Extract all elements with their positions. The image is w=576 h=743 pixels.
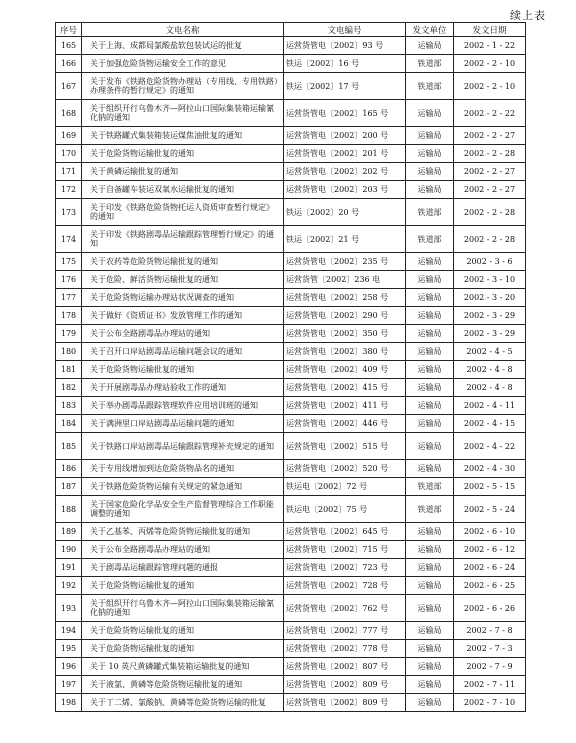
- row-unit: 运输局: [406, 577, 454, 595]
- table-row: [56, 37, 526, 55]
- row-number: 179: [56, 325, 82, 343]
- document-index-table: [55, 22, 526, 712]
- table-row: [56, 73, 526, 100]
- row-code: 运营货管电〔2002〕409 号: [284, 361, 406, 379]
- table-row: [56, 253, 526, 271]
- row-title: 关于组织开行乌鲁木齐—阿拉山口国际集装箱运输氰化钠的通知: [82, 595, 284, 622]
- table-row: [56, 415, 526, 433]
- row-title: 关于乙基苯、丙烯等危险货物运输批复的通知: [82, 523, 284, 541]
- row-unit: 铁道部: [406, 496, 454, 523]
- row-date: 2002 - 7 - 8: [454, 622, 526, 640]
- row-number: 169: [56, 127, 82, 145]
- row-unit: 运输局: [406, 397, 454, 415]
- row-unit: 运输局: [406, 433, 454, 460]
- row-date: 2002 - 2 - 28: [454, 145, 526, 163]
- row-code: 运营货管电〔2002〕380 号: [284, 343, 406, 361]
- row-title: 关于铁路口岸站剧毒品运输跟踪管理补充规定的通知: [82, 433, 284, 460]
- row-date: 2002 - 7 - 9: [454, 658, 526, 676]
- row-code: 运营货管电〔2002〕203 号: [284, 181, 406, 199]
- table-row: [56, 325, 526, 343]
- row-date: 2002 - 6 - 26: [454, 595, 526, 622]
- row-unit: 运输局: [406, 622, 454, 640]
- table-row: [56, 361, 526, 379]
- row-unit: 运输局: [406, 325, 454, 343]
- row-date: 2002 - 2 - 10: [454, 73, 526, 100]
- row-number: 196: [56, 658, 82, 676]
- row-code: 运营货管电〔2002〕645 号: [284, 523, 406, 541]
- table-row: [56, 100, 526, 127]
- row-number: 167: [56, 73, 82, 100]
- row-number: 197: [56, 676, 82, 694]
- row-date: 2002 - 3 - 6: [454, 253, 526, 271]
- row-number: 190: [56, 541, 82, 559]
- row-title: 关于公布全路剧毒品办理站的通知: [82, 325, 284, 343]
- row-unit: 铁道部: [406, 73, 454, 100]
- row-code: 运营货管电〔2002〕809 号: [284, 694, 406, 712]
- row-date: 2002 - 2 - 27: [454, 127, 526, 145]
- table-row: [56, 658, 526, 676]
- row-code: 运营货管电〔2002〕202 号: [284, 163, 406, 181]
- row-code: 运营货管电〔2002〕258 号: [284, 289, 406, 307]
- row-unit: 运输局: [406, 595, 454, 622]
- row-unit: 铁道部: [406, 55, 454, 73]
- row-title: 关于剧毒品运输跟踪管理问题的通报: [82, 559, 284, 577]
- row-code: 运营货管电〔2002〕777 号: [284, 622, 406, 640]
- row-title: 关于铁路危险货物运输有关规定的紧急通知: [82, 478, 284, 496]
- row-title: 关于 10 英尺黄磷罐式集装箱运输批复的通知: [82, 658, 284, 676]
- row-code: 运营货管电〔2002〕809 号: [284, 676, 406, 694]
- row-date: 2002 - 4 - 15: [454, 415, 526, 433]
- row-number: 165: [56, 37, 82, 55]
- row-number: 176: [56, 271, 82, 289]
- table-row: [56, 226, 526, 253]
- row-code: 运营货管电〔2002〕201 号: [284, 145, 406, 163]
- row-number: 180: [56, 343, 82, 361]
- row-date: 2002 - 2 - 27: [454, 181, 526, 199]
- row-date: 2002 - 7 - 10: [454, 694, 526, 712]
- row-unit: 运输局: [406, 379, 454, 397]
- row-unit: 铁道部: [406, 226, 454, 253]
- row-code: 运营货管〔2002〕236 电: [284, 271, 406, 289]
- table-row: [56, 181, 526, 199]
- row-date: 2002 - 6 - 10: [454, 523, 526, 541]
- row-title: 关于上海、成都局氯酸盐软包装试运的批复: [82, 37, 284, 55]
- row-date: 2002 - 3 - 10: [454, 271, 526, 289]
- row-title: 关于印发《铁路危险货物托运人资质审查暂行规定》的通知: [82, 199, 284, 226]
- header-number: 序号: [56, 23, 82, 37]
- row-date: 2002 - 3 - 29: [454, 307, 526, 325]
- row-code: 运营货管电〔2002〕200 号: [284, 127, 406, 145]
- row-title: 关于召开口岸站剧毒品运输问题会议的通知: [82, 343, 284, 361]
- row-title: 关于举办剧毒品跟踪管理软件应用培训班的通知: [82, 397, 284, 415]
- row-date: 2002 - 4 - 22: [454, 433, 526, 460]
- row-number: 173: [56, 199, 82, 226]
- row-unit: 运输局: [406, 100, 454, 127]
- row-number: 186: [56, 460, 82, 478]
- row-number: 195: [56, 640, 82, 658]
- row-code: 运营货管电〔2002〕728 号: [284, 577, 406, 595]
- row-unit: 运输局: [406, 658, 454, 676]
- row-title: 关于满洲里口岸站剧毒品运输问题的通知: [82, 415, 284, 433]
- table-row: [56, 307, 526, 325]
- row-number: 191: [56, 559, 82, 577]
- row-code: 运营货管电〔2002〕446 号: [284, 415, 406, 433]
- row-title: 关于危险货物运输批复的通知: [82, 145, 284, 163]
- row-number: 166: [56, 55, 82, 73]
- table-row: [56, 397, 526, 415]
- row-unit: 运输局: [406, 127, 454, 145]
- row-unit: 运输局: [406, 343, 454, 361]
- row-date: 2002 - 5 - 24: [454, 496, 526, 523]
- row-title: 关于危险货物运输办理站状况调查的通知: [82, 289, 284, 307]
- row-code: 运营货管电〔2002〕807 号: [284, 658, 406, 676]
- row-title: 关于危险货物运输批复的通知: [82, 622, 284, 640]
- row-number: 189: [56, 523, 82, 541]
- row-code: 运营货管电〔2002〕520 号: [284, 460, 406, 478]
- row-unit: 运输局: [406, 640, 454, 658]
- row-number: 188: [56, 496, 82, 523]
- row-date: 2002 - 2 - 10: [454, 55, 526, 73]
- row-unit: 运输局: [406, 289, 454, 307]
- table-row: [56, 559, 526, 577]
- table-row: [56, 145, 526, 163]
- row-unit: 运输局: [406, 361, 454, 379]
- table-row: [56, 541, 526, 559]
- row-title: 关于开展剧毒品办理站验收工作的通知: [82, 379, 284, 397]
- row-date: 2002 - 2 - 22: [454, 100, 526, 127]
- row-unit: 运输局: [406, 523, 454, 541]
- row-date: 2002 - 3 - 20: [454, 289, 526, 307]
- row-unit: 运输局: [406, 559, 454, 577]
- row-title: 关于黄磷运输批复的通知: [82, 163, 284, 181]
- row-date: 2002 - 4 - 30: [454, 460, 526, 478]
- row-title: 关于危险货物运输批复的通知: [82, 577, 284, 595]
- row-number: 194: [56, 622, 82, 640]
- row-title: 关于公布全路剧毒品办理站的通知: [82, 541, 284, 559]
- table-row: [56, 523, 526, 541]
- row-unit: 运输局: [406, 676, 454, 694]
- row-unit: 运输局: [406, 694, 454, 712]
- table-row: [56, 622, 526, 640]
- row-title: 关于液氯、黄磷等危险货物运输批复的通知: [82, 676, 284, 694]
- row-code: 铁运〔2002〕16 号: [284, 55, 406, 73]
- row-number: 170: [56, 145, 82, 163]
- row-date: 2002 - 7 - 3: [454, 640, 526, 658]
- row-date: 2002 - 4 - 11: [454, 397, 526, 415]
- row-unit: 运输局: [406, 145, 454, 163]
- row-title: 关于危险货物运输批复的通知: [82, 640, 284, 658]
- row-unit: 运输局: [406, 460, 454, 478]
- row-number: 185: [56, 433, 82, 460]
- row-number: 193: [56, 595, 82, 622]
- row-unit: 运输局: [406, 181, 454, 199]
- table-row: [56, 163, 526, 181]
- row-code: 铁运电〔2002〕75 号: [284, 496, 406, 523]
- row-title: 关于专用线增加到达危险货物品名的通知: [82, 460, 284, 478]
- row-number: 181: [56, 361, 82, 379]
- row-date: 2002 - 4 - 5: [454, 343, 526, 361]
- row-code: 铁运〔2002〕21 号: [284, 226, 406, 253]
- header-code: 文电编号: [284, 23, 406, 37]
- row-title: 关于危险、鲜活货物运输批复的通知: [82, 271, 284, 289]
- row-title: 关于农药等危险货物运输批复的通知: [82, 253, 284, 271]
- row-title: 关于国家危险化学品安全生产监督管理综合工作职能调整的通知: [82, 496, 284, 523]
- row-title: 关于自备罐车装运双氧水运输批复的通知: [82, 181, 284, 199]
- row-number: 172: [56, 181, 82, 199]
- row-number: 182: [56, 379, 82, 397]
- row-unit: 运输局: [406, 415, 454, 433]
- row-code: 铁运〔2002〕17 号: [284, 73, 406, 100]
- row-code: 运营货管电〔2002〕762 号: [284, 595, 406, 622]
- table-row: [56, 478, 526, 496]
- row-date: 2002 - 3 - 29: [454, 325, 526, 343]
- table-row: [56, 55, 526, 73]
- row-date: 2002 - 6 - 25: [454, 577, 526, 595]
- row-code: 运营货管电〔2002〕350 号: [284, 325, 406, 343]
- row-title: 关于加强危险货物运输安全工作的意见: [82, 55, 284, 73]
- table-row: [56, 595, 526, 622]
- row-number: 183: [56, 397, 82, 415]
- table-row: [56, 577, 526, 595]
- header-row: [56, 23, 526, 37]
- header-title: 文电名称: [82, 23, 284, 37]
- row-title: 关于组织开行乌鲁木齐—阿拉山口国际集装箱运输氰化钠的通知: [82, 100, 284, 127]
- row-number: 168: [56, 100, 82, 127]
- row-date: 2002 - 4 - 8: [454, 379, 526, 397]
- row-code: 运营货管电〔2002〕411 号: [284, 397, 406, 415]
- table-row: [56, 379, 526, 397]
- row-date: 2002 - 7 - 11: [454, 676, 526, 694]
- row-number: 178: [56, 307, 82, 325]
- table-row: [56, 127, 526, 145]
- table-header: [56, 23, 526, 37]
- row-unit: 运输局: [406, 163, 454, 181]
- table-body: [56, 37, 526, 712]
- table-row: [56, 640, 526, 658]
- row-code: 运营货管电〔2002〕93 号: [284, 37, 406, 55]
- row-date: 2002 - 2 - 28: [454, 226, 526, 253]
- row-code: 运营货管电〔2002〕235 号: [284, 253, 406, 271]
- row-code: 运营货管电〔2002〕165 号: [284, 100, 406, 127]
- row-date: 2002 - 1 - 22: [454, 37, 526, 55]
- row-number: 187: [56, 478, 82, 496]
- row-number: 192: [56, 577, 82, 595]
- row-date: 2002 - 6 - 12: [454, 541, 526, 559]
- row-date: 2002 - 4 - 8: [454, 361, 526, 379]
- table-row: [56, 199, 526, 226]
- row-title: 关于危险货物运输批复的通知: [82, 361, 284, 379]
- table-row: [56, 496, 526, 523]
- row-date: 2002 - 2 - 28: [454, 199, 526, 226]
- row-title: 关于做好《资质证书》发放管理工作的通知: [82, 307, 284, 325]
- continued-label: 续上表: [510, 9, 546, 22]
- table-row: [56, 694, 526, 712]
- row-number: 184: [56, 415, 82, 433]
- header-unit: 发文单位: [406, 23, 454, 37]
- row-number: 177: [56, 289, 82, 307]
- row-date: 2002 - 2 - 27: [454, 163, 526, 181]
- row-code: 铁运电〔2002〕72 号: [284, 478, 406, 496]
- row-code: 运营货管电〔2002〕715 号: [284, 541, 406, 559]
- row-number: 171: [56, 163, 82, 181]
- row-code: 运营货管电〔2002〕723 号: [284, 559, 406, 577]
- table-row: [56, 433, 526, 460]
- row-date: 2002 - 6 - 24: [454, 559, 526, 577]
- row-date: 2002 - 5 - 15: [454, 478, 526, 496]
- row-unit: 运输局: [406, 271, 454, 289]
- table-row: [56, 271, 526, 289]
- row-code: 运营货管电〔2002〕290 号: [284, 307, 406, 325]
- row-title: 关于发布《铁路危险货物办理站（专用线、专用铁路）办理条件的暂行规定》的通知: [82, 73, 284, 100]
- row-unit: 运输局: [406, 37, 454, 55]
- row-title: 关于印发《铁路剧毒品运输跟踪管理暂行规定》的通知: [82, 226, 284, 253]
- row-code: 运营货管电〔2002〕415 号: [284, 379, 406, 397]
- row-unit: 运输局: [406, 307, 454, 325]
- table-row: [56, 289, 526, 307]
- row-unit: 铁道部: [406, 478, 454, 496]
- row-number: 175: [56, 253, 82, 271]
- row-code: 运营货管电〔2002〕515 号: [284, 433, 406, 460]
- header-date: 发文日期: [454, 23, 526, 37]
- row-number: 174: [56, 226, 82, 253]
- row-code: 运营货管电〔2002〕778 号: [284, 640, 406, 658]
- row-number: 198: [56, 694, 82, 712]
- row-code: 铁运〔2002〕20 号: [284, 199, 406, 226]
- table-row: [56, 460, 526, 478]
- table-row: [56, 343, 526, 361]
- row-unit: 运输局: [406, 253, 454, 271]
- row-unit: 运输局: [406, 541, 454, 559]
- row-unit: 铁道部: [406, 199, 454, 226]
- row-title: 关于铁路罐式集装箱装运煤焦油批复的通知: [82, 127, 284, 145]
- row-title: 关于丁二烯、氯酸钠、黄磷等危险货物运输的批复: [82, 694, 284, 712]
- table-row: [56, 676, 526, 694]
